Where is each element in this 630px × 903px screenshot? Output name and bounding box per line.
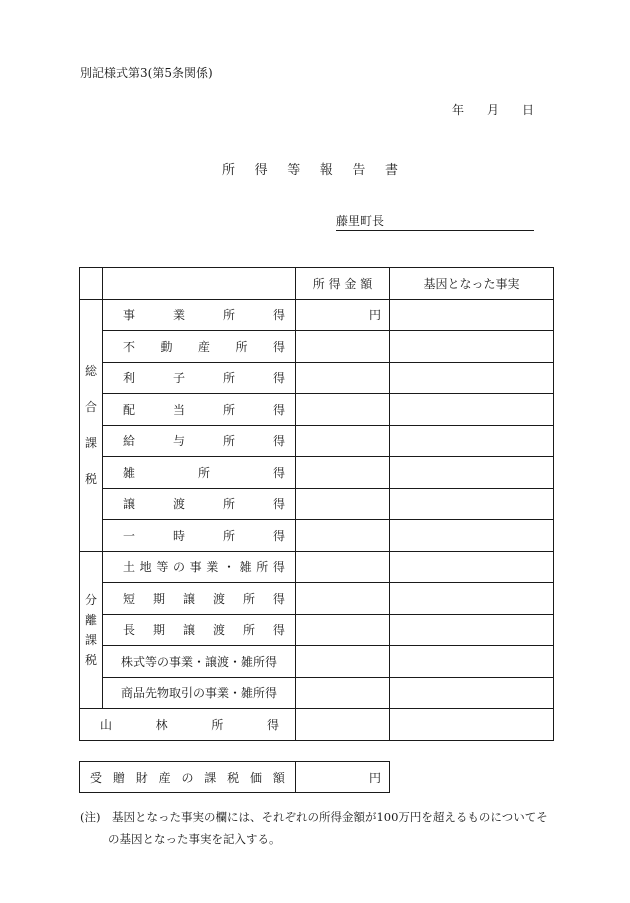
- item-char: 所: [235, 339, 248, 354]
- table-row: [80, 677, 554, 709]
- item-label: 株式等の事業・譲渡・雑所得: [120, 654, 277, 669]
- item-char: 所: [242, 591, 255, 606]
- title-char: 報: [319, 163, 333, 178]
- item-char: 得: [272, 623, 285, 638]
- table-row: [80, 583, 554, 615]
- title-char: 所: [222, 163, 236, 178]
- basis-header: 基因となった事実: [390, 268, 554, 300]
- table-row: [80, 488, 554, 520]
- item-label: [123, 527, 285, 544]
- item-label-cell: [103, 362, 296, 394]
- item-char: 得: [272, 497, 285, 512]
- item-char: 山: [100, 717, 113, 732]
- group-label-bunri: [80, 551, 103, 709]
- item-char: 地: [139, 560, 152, 575]
- amount-cell[interactable]: [296, 646, 390, 678]
- item-char: 土: [123, 560, 136, 575]
- table-header-row: [80, 268, 554, 300]
- item-char: 短: [123, 591, 136, 606]
- gift-label-cell: [80, 762, 296, 793]
- item-char: 得: [272, 308, 285, 323]
- basis-cell[interactable]: [390, 551, 554, 583]
- item-char: 長: [123, 623, 136, 638]
- item-char: 所: [222, 528, 235, 543]
- table-row: [80, 551, 554, 583]
- table-row-forest: [80, 709, 554, 741]
- item-char: 等: [156, 560, 169, 575]
- item-char: 所: [256, 560, 269, 575]
- gift-row: [80, 762, 390, 793]
- table-row: [80, 457, 554, 489]
- item-char: 譲: [182, 591, 195, 606]
- item-char: 得: [272, 591, 285, 606]
- item-char: 不: [123, 339, 136, 354]
- basis-cell[interactable]: [390, 457, 554, 489]
- item-label: [123, 306, 285, 323]
- item-char: 時: [172, 528, 185, 543]
- amount-cell[interactable]: [296, 362, 390, 394]
- group-label-char: 課: [84, 436, 97, 450]
- item-char: 得: [266, 717, 279, 732]
- amount-cell[interactable]: [296, 488, 390, 520]
- table-row: [80, 614, 554, 646]
- item-char: 所: [197, 465, 210, 480]
- item-char: 渡: [212, 623, 225, 638]
- item-char: 得: [272, 528, 285, 543]
- item-label-cell: [103, 425, 296, 457]
- amount-cell[interactable]: [296, 583, 390, 615]
- title-char: 書: [384, 163, 398, 178]
- item-label-cell: [103, 551, 296, 583]
- item-label: [123, 338, 285, 355]
- table-row: [80, 299, 554, 331]
- item-char: 所: [222, 308, 235, 323]
- amount-cell[interactable]: [296, 457, 390, 489]
- amount-cell[interactable]: [296, 677, 390, 709]
- gift-char: の: [181, 770, 194, 785]
- gift-char: 財: [135, 770, 148, 785]
- item-char: 譲: [123, 497, 136, 512]
- table-row: [80, 362, 554, 394]
- table-row: [80, 331, 554, 363]
- item-char: 一: [123, 528, 136, 543]
- item-label-cell: [103, 646, 296, 678]
- forest-label: [100, 716, 279, 733]
- basis-cell[interactable]: [390, 583, 554, 615]
- forest-label-cell: [80, 709, 296, 741]
- gift-char: 受: [90, 770, 103, 785]
- title-char: 告: [352, 163, 366, 178]
- item-label-cell: [103, 488, 296, 520]
- item-label: [123, 590, 285, 607]
- item-char: 期: [152, 623, 165, 638]
- recipient-name: 藤里町長: [336, 214, 385, 228]
- item-char: 所: [222, 497, 235, 512]
- item-char: 業: [206, 560, 219, 575]
- amount-cell[interactable]: [296, 709, 390, 741]
- item-label-cell: [103, 677, 296, 709]
- basis-cell[interactable]: [390, 488, 554, 520]
- item-label-cell: [103, 520, 296, 552]
- item-char: 渡: [172, 497, 185, 512]
- gift-table: [79, 761, 390, 793]
- item-label: [123, 432, 285, 449]
- item-label: [123, 558, 285, 575]
- amount-cell[interactable]: [296, 331, 390, 363]
- item-label: 商品先物取引の事業・雑所得: [120, 686, 277, 701]
- amount-cell[interactable]: [296, 394, 390, 426]
- item-label-cell: [103, 394, 296, 426]
- item-label: [123, 464, 285, 481]
- item-char: 利: [123, 371, 136, 386]
- item-char: 得: [272, 465, 285, 480]
- item-char: 業: [172, 308, 185, 323]
- date-line: [452, 101, 534, 118]
- item-label: [123, 369, 285, 386]
- item-char: 得: [272, 560, 285, 575]
- table-row: [80, 646, 554, 678]
- gift-char: 税: [227, 770, 240, 785]
- item-label-cell: [103, 331, 296, 363]
- footnote-line-2: の基因となった事実を記入する。: [108, 832, 281, 846]
- table-row: [80, 394, 554, 426]
- table-row: [80, 520, 554, 552]
- amount-cell[interactable]: [296, 299, 390, 331]
- day-label: 日: [521, 103, 534, 117]
- item-label-cell: [103, 614, 296, 646]
- basis-cell[interactable]: [390, 331, 554, 363]
- item-label-cell: [103, 299, 296, 331]
- item-label-cell: [103, 457, 296, 489]
- gift-char: 課: [204, 770, 217, 785]
- year-label: 年: [452, 103, 465, 117]
- basis-cell[interactable]: [390, 614, 554, 646]
- item-label: [123, 495, 285, 512]
- item-char: 雑: [123, 465, 136, 480]
- item-char: ・: [222, 560, 235, 575]
- document-title: [150, 159, 470, 178]
- footnote: [80, 806, 550, 850]
- month-label: 月: [486, 103, 499, 117]
- item-char: 動: [160, 339, 173, 354]
- item-char: 事: [123, 308, 136, 323]
- item-label: [123, 621, 285, 638]
- item-char: の: [172, 560, 185, 575]
- item-char: 譲: [182, 623, 195, 638]
- gift-char: 贈: [112, 770, 125, 785]
- item-char: 所: [222, 402, 235, 417]
- basis-cell[interactable]: [390, 299, 554, 331]
- item-char: 所: [242, 623, 255, 638]
- basis-cell[interactable]: [390, 677, 554, 709]
- footnote-line-1: (注) 基因となった事実の欄には、それぞれの所得金額が100万円を超えるものについてそ: [80, 810, 548, 824]
- group-label-char: 課: [84, 632, 97, 647]
- group-label-char: 税: [84, 652, 97, 667]
- group-label-char: 分: [84, 592, 97, 607]
- table-row: [80, 425, 554, 457]
- item-char: 雑: [239, 560, 252, 575]
- basis-cell[interactable]: [390, 520, 554, 552]
- group-label-char: 離: [84, 612, 97, 627]
- corner-cell: [80, 268, 103, 300]
- group-label-char: 税: [84, 472, 97, 486]
- basis-cell[interactable]: [390, 394, 554, 426]
- title-char: 等: [287, 163, 301, 178]
- amount-header: 所 得 金 額: [296, 268, 390, 300]
- item-char: 渡: [212, 591, 225, 606]
- item-char: 得: [272, 402, 285, 417]
- item-char: 子: [172, 371, 185, 386]
- gift-char: 価: [250, 770, 263, 785]
- item-label-cell: [103, 583, 296, 615]
- recipient-line: [336, 212, 534, 231]
- title-char: 得: [254, 163, 268, 178]
- item-char: 配: [123, 402, 136, 417]
- gift-amount-cell[interactable]: [296, 762, 390, 793]
- group-label-char: 総: [84, 364, 97, 378]
- item-char: 林: [155, 717, 168, 732]
- income-table: [79, 267, 554, 741]
- gift-char: 産: [158, 770, 171, 785]
- item-char: 所: [211, 717, 224, 732]
- basis-cell[interactable]: [390, 646, 554, 678]
- basis-cell[interactable]: [390, 425, 554, 457]
- item-char: 得: [272, 371, 285, 386]
- item-char: 事: [189, 560, 202, 575]
- item-label: [123, 401, 285, 418]
- item-char: 与: [172, 434, 185, 449]
- item-char: 当: [172, 402, 185, 417]
- item-char: 産: [197, 339, 210, 354]
- item-char: 所: [222, 434, 235, 449]
- gift-char: 額: [272, 770, 285, 785]
- gift-label: [90, 769, 285, 786]
- amount-cell[interactable]: [296, 614, 390, 646]
- yen-unit: 円: [368, 770, 381, 785]
- basis-cell[interactable]: [390, 362, 554, 394]
- item-char: 給: [123, 434, 136, 449]
- group-label-sogo: [80, 299, 103, 551]
- item-char: 得: [272, 339, 285, 354]
- item-header-cell: [103, 268, 296, 300]
- amount-cell[interactable]: [296, 551, 390, 583]
- group-label-char: 合: [84, 400, 97, 414]
- basis-cell[interactable]: [390, 709, 554, 741]
- form-number: 別記様式第3(第5条関係): [80, 66, 213, 80]
- amount-cell[interactable]: [296, 425, 390, 457]
- yen-unit: 円: [368, 308, 381, 323]
- item-char: 得: [272, 434, 285, 449]
- amount-cell[interactable]: [296, 520, 390, 552]
- item-char: 期: [152, 591, 165, 606]
- item-char: 所: [222, 371, 235, 386]
